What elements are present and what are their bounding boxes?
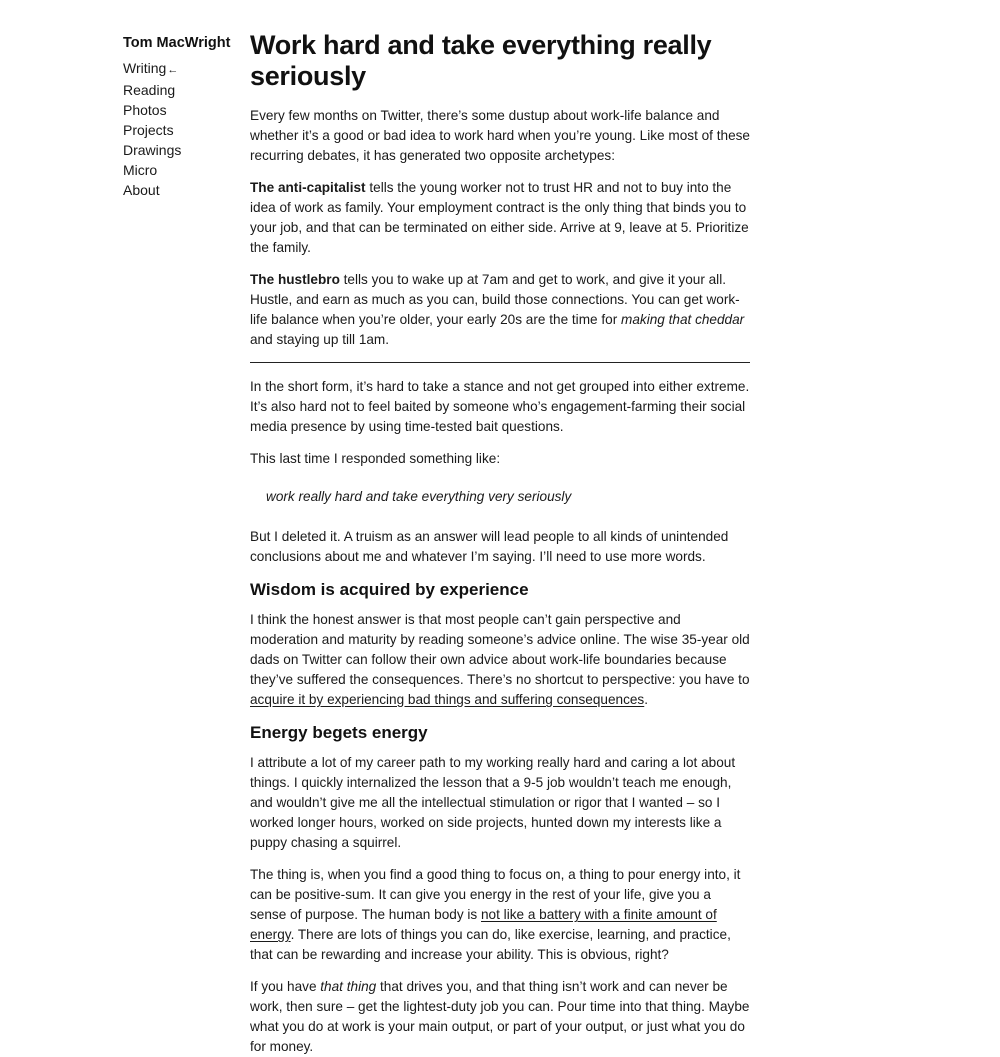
wisdom-text-end: . <box>644 692 649 707</box>
nav-item-writing[interactable] <box>123 58 243 80</box>
anticapitalist-text: tells the young worker not to trust HR and not to buy into the idea of work as family. Your employment contract is the only thing that binds you to your job, and that can be terminated on either side. Arrive at 9, leave at 5. Prioritize the family. <box>250 180 749 255</box>
nav-menu <box>123 58 243 200</box>
battery-link[interactable]: not like a battery with a finite amount of energy <box>250 907 717 942</box>
nav-link-drawings[interactable]: Drawings <box>123 142 182 158</box>
nav-item-drawings[interactable] <box>123 140 243 160</box>
hustlebro-text-1: tells you to wake up at 7am and get to work, and give it your all. Hustle, and earn as much as you can, build those connections. You can get work-life balance when you’re older, your early 20s are the time for <box>250 272 740 327</box>
nav-link-projects[interactable]: Projects <box>123 122 174 138</box>
energy-paragraph-2 <box>250 865 750 965</box>
hustlebro-italic: making that cheddar <box>621 312 745 327</box>
site-name[interactable]: Tom MacWright <box>123 35 231 51</box>
nav-link-writing[interactable]: Writing <box>123 60 167 76</box>
energy-p3-after: that drives you, and that thing isn’t work and can never be work, then sure – get the lightest-duty job you can. Pour time into that thing. Maybe what you do at work is your main output, or part of your output, or just what you do for money. <box>250 979 750 1054</box>
sidebar <box>123 34 243 200</box>
nav-item-micro[interactable] <box>123 160 243 180</box>
nav-link-micro[interactable]: Micro <box>123 162 158 178</box>
wisdom-text: I think the honest answer is that most people can’t gain perspective and moderation and maturity by reading someone’s advice online. The wise 35-year old dads on Twitter can follow their own advice about work-life boundaries because they’ve suffered the consequences. There’s no shortcut to perspective: you have to <box>250 612 750 687</box>
deleted-paragraph: But I deleted it. A truism as an answer will lead people to all kinds of unintended conclusions about me and whatever I’m saying. I’ll need to use more words. <box>250 529 729 564</box>
last-time-paragraph: This last time I responded something like: <box>250 451 501 466</box>
wisdom-paragraph <box>250 610 750 710</box>
section-heading-wisdom: Wisdom is acquired by experience <box>250 580 529 599</box>
energy-paragraph-3 <box>250 977 750 1057</box>
active-arrow-icon: ← <box>167 64 179 76</box>
hustlebro-text-2: and staying up till 1am. <box>250 332 390 347</box>
nav-item-photos[interactable] <box>123 100 243 120</box>
energy-p2-after: . There are lots of things you can do, like exercise, learning, and practice, that can be rewarding and increase your ability. This is obvious, right? <box>250 927 731 962</box>
nav-link-about[interactable]: About <box>123 182 160 198</box>
nav-item-reading[interactable] <box>123 80 243 100</box>
anticapitalist-label: The anti-capitalist <box>250 180 366 195</box>
nav-item-about[interactable] <box>123 180 243 200</box>
section-divider <box>250 362 750 363</box>
energy-p3-italic: that thing <box>320 979 377 994</box>
anticapitalist-paragraph <box>250 178 750 258</box>
nav-link-photos[interactable]: Photos <box>123 102 167 118</box>
article <box>250 30 750 1057</box>
energy-p2-before: The thing is, when you find a good thing to focus on, a thing to pour energy into, it can be positive-sum. It can give you energy in the rest of your life, give you a sense of purpose. The human body is <box>250 867 741 922</box>
acquire-experience-link[interactable]: acquire it by experiencing bad things and suffering consequences <box>250 692 645 707</box>
nav-item-projects[interactable] <box>123 120 243 140</box>
response-quote: work really hard and take everything very seriously <box>266 489 572 504</box>
hustlebro-paragraph <box>250 270 750 350</box>
article-title: Work hard and take everything really seriously <box>250 30 712 91</box>
energy-paragraph-1: I attribute a lot of my career path to my working really hard and caring a lot about things. I quickly internalized the lesson that a 9-5 job wouldn’t teach me enough, and wouldn’t give me all the intellectual stimulation or rigor that I wanted – so I worked longer hours, worked on side projects, hunted down my interests like a puppy chasing a squirrel. <box>250 755 736 850</box>
energy-p3-before: If you have <box>250 979 321 994</box>
short-form-paragraph: In the short form, it’s hard to take a stance and not get grouped into either extreme. It’s also hard not to feel baited by someone who’s engagement-farming their social media presence by using time-tested bait questions. <box>250 379 750 434</box>
hustlebro-label: The hustlebro <box>250 272 340 287</box>
section-heading-energy: Energy begets energy <box>250 723 428 742</box>
nav-link-reading[interactable]: Reading <box>123 82 176 98</box>
intro-paragraph: Every few months on Twitter, there’s some dustup about work-life balance and whether it’s a good or bad idea to work hard when you’re young. Like most of these recurring debates, it has generated two opposite archetypes: <box>250 108 750 163</box>
